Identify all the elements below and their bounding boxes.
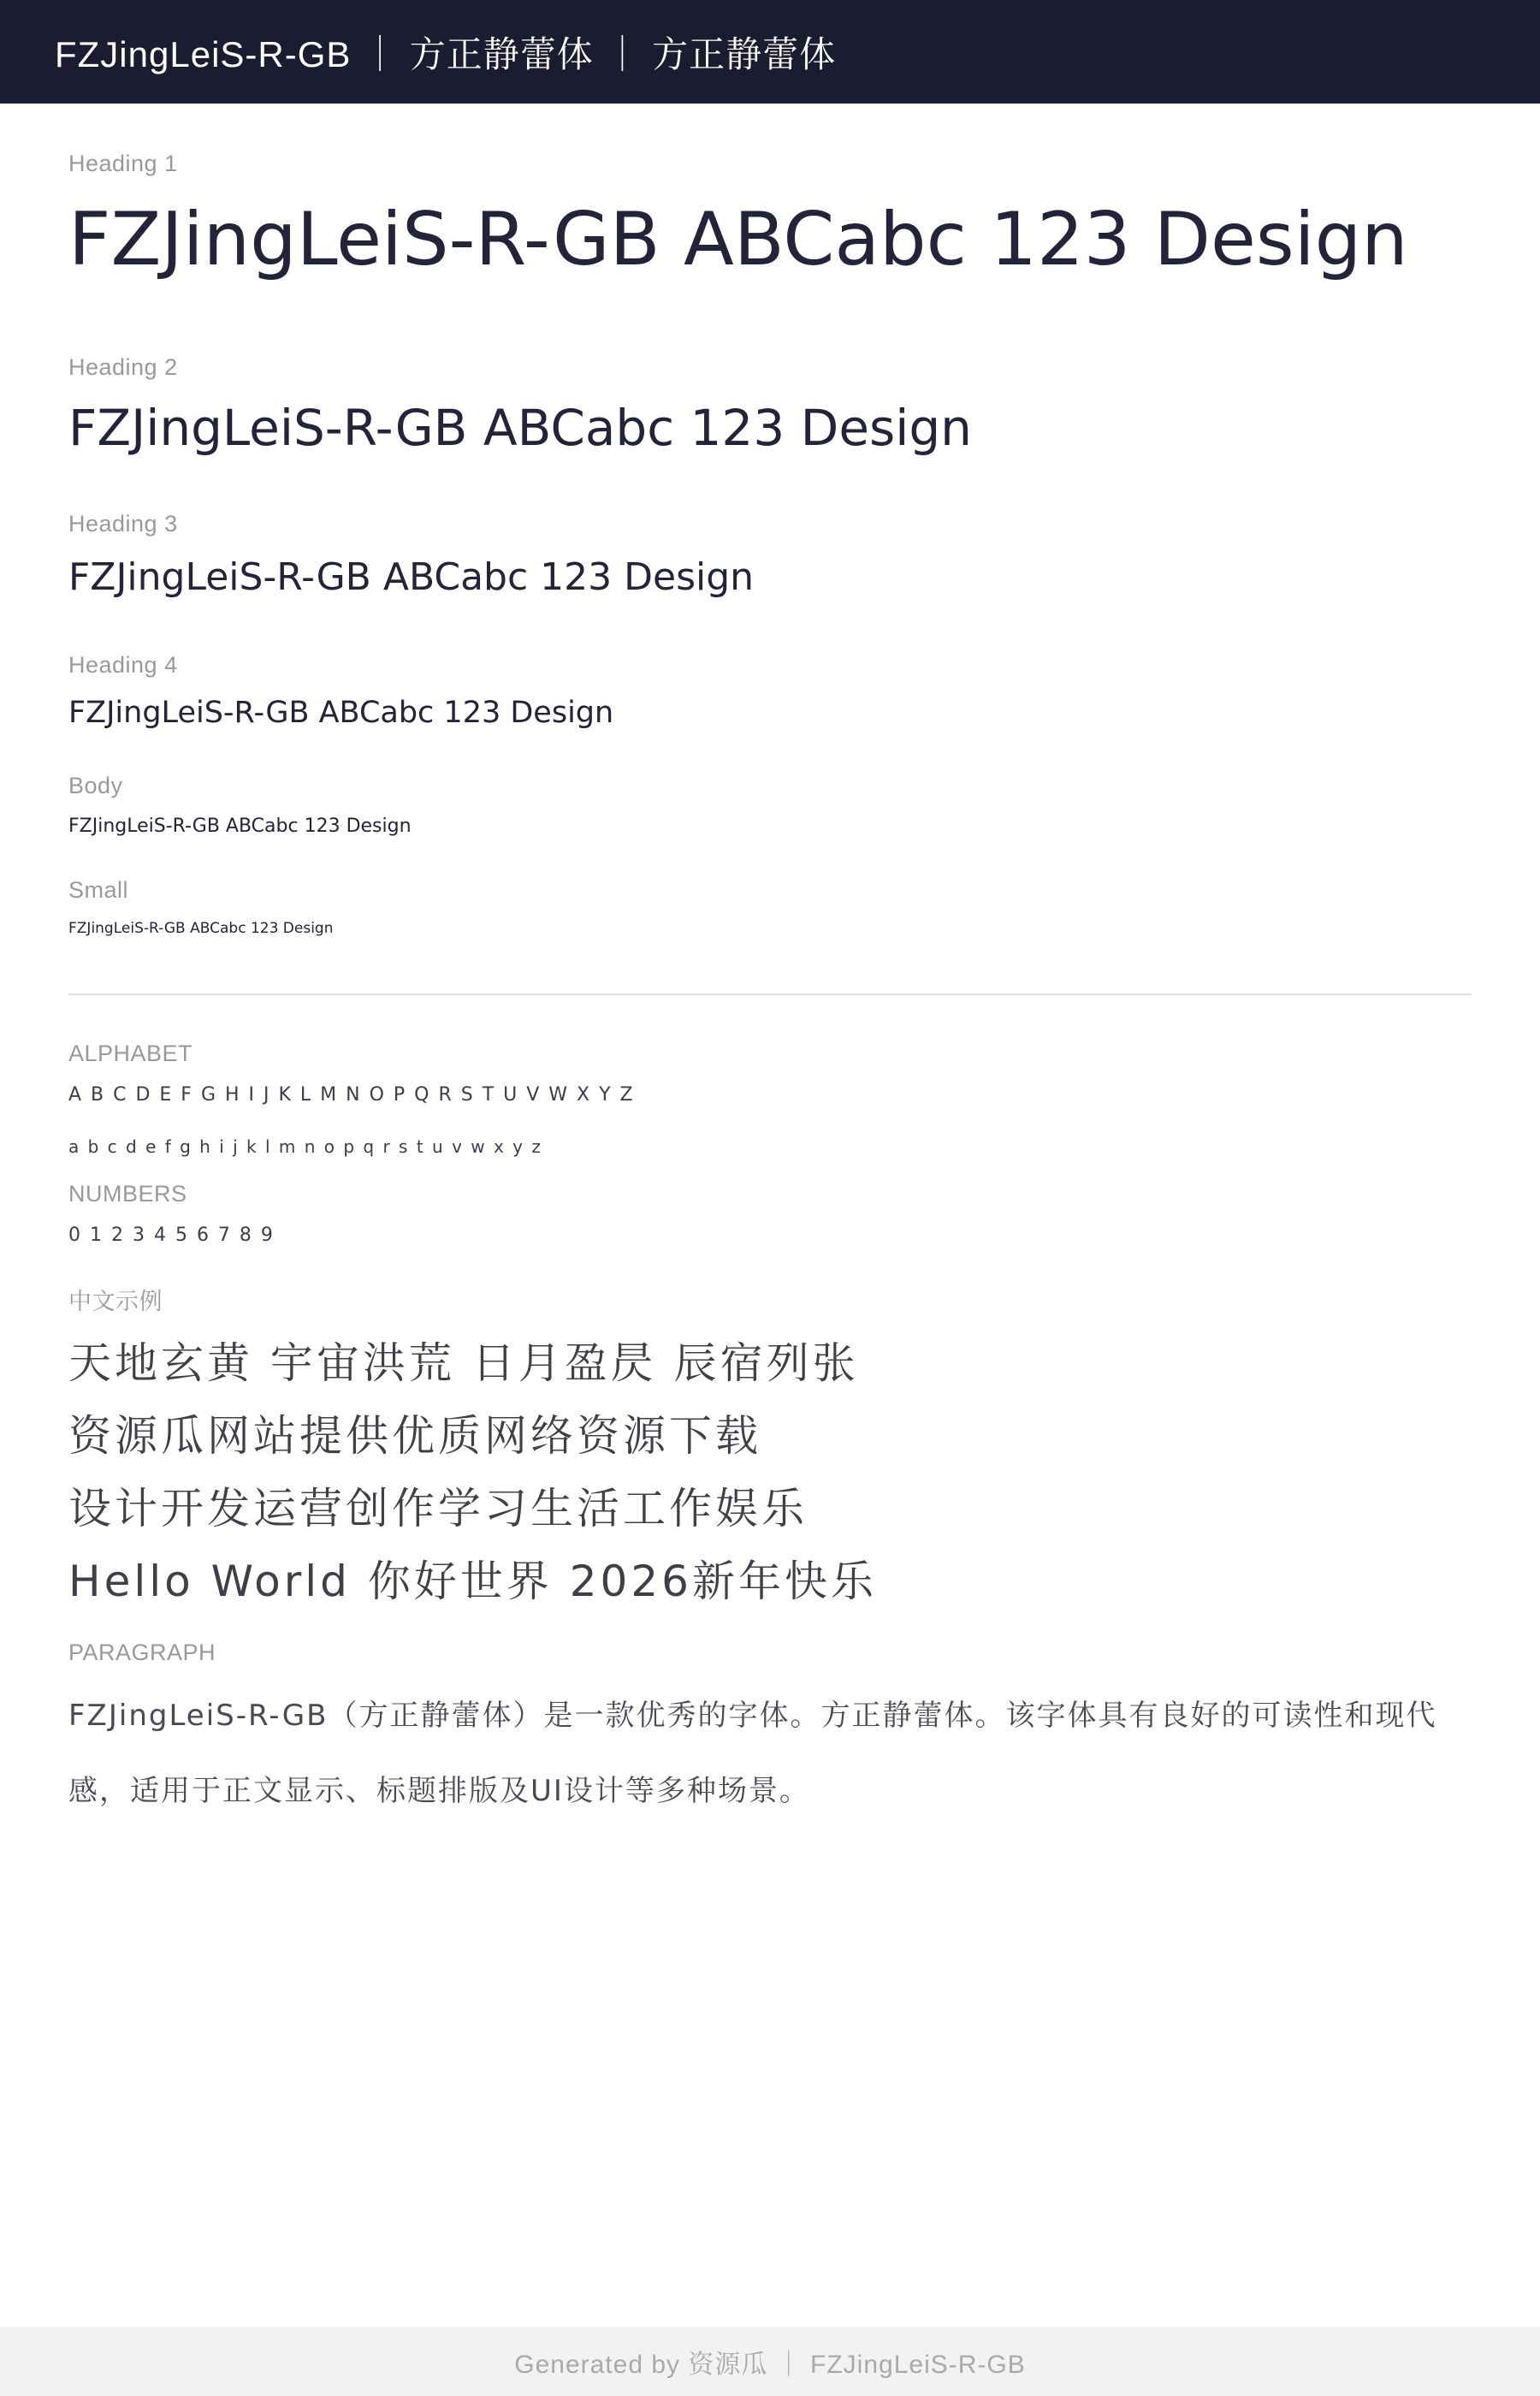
- header-bar: [0, 0, 1540, 104]
- chinese-sample-block: [68, 1327, 1472, 1618]
- section-divider: [68, 993, 1472, 995]
- heading4-sample: FZJingLeiS-R-GB ABCabc 123 Design: [68, 696, 614, 731]
- uppercase-row: A B C D E F G H I J K L M N O P Q R S T U V W X Y Z: [68, 1083, 635, 1106]
- body-label: Body: [68, 772, 123, 798]
- alphabet-section-label: ALPHABET: [68, 1040, 193, 1066]
- chinese-section-label: 中文示例: [68, 1288, 163, 1314]
- small-label: Small: [68, 877, 129, 904]
- content-area: [0, 150, 1540, 1829]
- small-sample: FZJingLeiS-R-GB ABCabc 123 Design: [68, 920, 334, 938]
- digits-row: 0 1 2 3 4 5 6 7 8 9: [68, 1224, 275, 1246]
- chinese-line-1: 天地玄黄 宇宙洪荒 日月盈昃 辰宿列张: [68, 1337, 859, 1388]
- numbers-section-label: NUMBERS: [68, 1180, 187, 1207]
- chinese-line-3: 设计开发运营创作学习生活工作娱乐: [68, 1483, 808, 1533]
- lowercase-row: a b c d e f g h i j k l m n o p q r s t u v w x y z: [68, 1136, 542, 1157]
- heading3-label: Heading 3: [68, 511, 178, 537]
- heading4-label: Heading 4: [68, 652, 178, 679]
- chinese-line-4: Hello World 你好世界 2026新年快乐: [68, 1556, 877, 1606]
- heading1-sample: FZJingLeiS-R-GB ABCabc 123 Design: [68, 197, 1408, 282]
- font-title: FZJingLeiS-R-GB ｜ 方正静蕾体 ｜ 方正静蕾体: [55, 33, 837, 74]
- footer-bar: [0, 2327, 1540, 2396]
- body-sample: FZJingLeiS-R-GB ABCabc 123 Design: [68, 815, 412, 837]
- paragraph-sample: FZJingLeiS-R-GB（方正静蕾体）是一款优秀的字体。方正静蕾体。该字体具有良好的可读性和现代感，适用于正文显示、标题排版及UI设计等多种场景。: [68, 1698, 1437, 1808]
- heading3-sample: FZJingLeiS-R-GB ABCabc 123 Design: [68, 555, 755, 600]
- heading1-label: Heading 1: [68, 151, 178, 176]
- footer-credit: Generated by 资源瓜 ｜ FZJingLeiS-R-GB: [514, 2350, 1026, 2379]
- paragraph-section-label: PARAGRAPH: [68, 1639, 216, 1665]
- heading2-label: Heading 2: [68, 353, 178, 380]
- chinese-line-2: 资源瓜网站提供优质网络资源下载: [68, 1410, 761, 1461]
- heading2-sample: FZJingLeiS-R-GB ABCabc 123 Design: [68, 398, 972, 457]
